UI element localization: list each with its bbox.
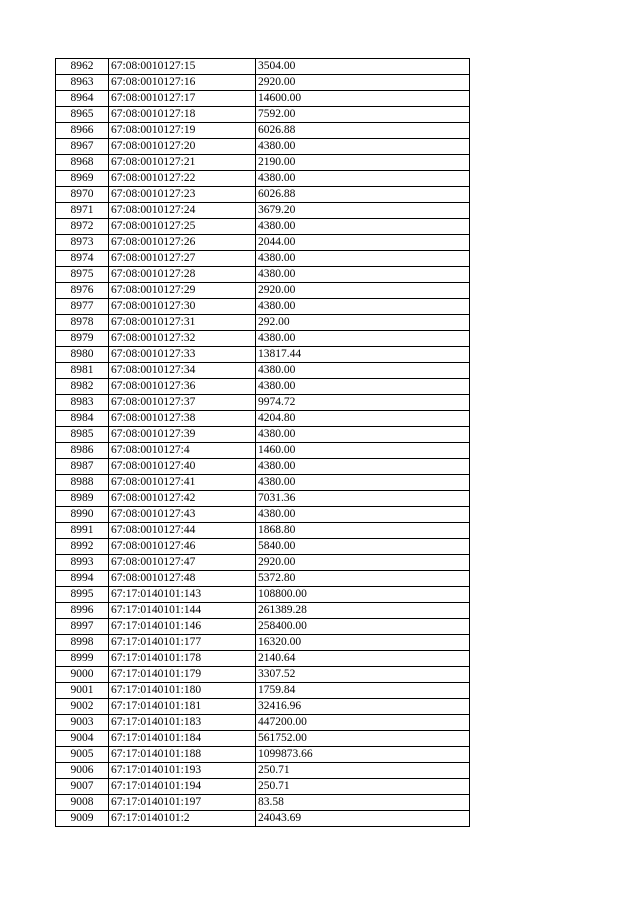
table-row	[56, 747, 470, 763]
value-cell: 4380.00	[256, 251, 470, 267]
cadastral-number-cell: 67:17:0140101:179	[109, 667, 256, 683]
cadastral-number-cell: 67:17:0140101:180	[109, 683, 256, 699]
value-cell: 3307.52	[256, 667, 470, 683]
cadastral-number-cell: 67:17:0140101:197	[109, 795, 256, 811]
cadastral-number-cell: 67:08:0010127:4	[109, 443, 256, 459]
table-row	[56, 491, 470, 507]
table-row	[56, 363, 470, 379]
value-cell: 4380.00	[256, 139, 470, 155]
cadastral-number-cell: 67:08:0010127:44	[109, 523, 256, 539]
cadastral-number-cell: 67:08:0010127:47	[109, 555, 256, 571]
value-cell: 5372.80	[256, 571, 470, 587]
table-row	[56, 59, 470, 75]
table-row	[56, 203, 470, 219]
row-number-cell: 8997	[56, 619, 109, 635]
table-row	[56, 75, 470, 91]
cadastral-number-cell: 67:08:0010127:34	[109, 363, 256, 379]
cadastral-number-cell: 67:08:0010127:33	[109, 347, 256, 363]
value-cell: 4380.00	[256, 171, 470, 187]
cadastral-number-cell: 67:08:0010127:29	[109, 283, 256, 299]
table-row	[56, 459, 470, 475]
value-cell: 250.71	[256, 779, 470, 795]
table-row	[56, 779, 470, 795]
value-cell: 261389.28	[256, 603, 470, 619]
row-number-cell: 8983	[56, 395, 109, 411]
row-number-cell: 8992	[56, 539, 109, 555]
row-number-cell: 8984	[56, 411, 109, 427]
table-row	[56, 155, 470, 171]
cadastral-number-cell: 67:17:0140101:144	[109, 603, 256, 619]
value-cell: 1099873.66	[256, 747, 470, 763]
value-cell: 3679.20	[256, 203, 470, 219]
row-number-cell: 8968	[56, 155, 109, 171]
value-cell: 4380.00	[256, 507, 470, 523]
value-cell: 292.00	[256, 315, 470, 331]
cadastral-number-cell: 67:08:0010127:25	[109, 219, 256, 235]
table-row	[56, 651, 470, 667]
value-cell: 4204.80	[256, 411, 470, 427]
table-row	[56, 635, 470, 651]
value-cell: 1460.00	[256, 443, 470, 459]
value-cell: 5840.00	[256, 539, 470, 555]
cadastral-number-cell: 67:08:0010127:19	[109, 123, 256, 139]
table-row	[56, 731, 470, 747]
row-number-cell: 8980	[56, 347, 109, 363]
cadastral-number-cell: 67:08:0010127:39	[109, 427, 256, 443]
value-cell: 2044.00	[256, 235, 470, 251]
table-row	[56, 587, 470, 603]
row-number-cell: 8972	[56, 219, 109, 235]
cadastral-number-cell: 67:08:0010127:15	[109, 59, 256, 75]
cadastral-number-cell: 67:08:0010127:23	[109, 187, 256, 203]
row-number-cell: 8978	[56, 315, 109, 331]
value-cell: 4380.00	[256, 459, 470, 475]
cadastral-number-cell: 67:17:0140101:183	[109, 715, 256, 731]
row-number-cell: 8964	[56, 91, 109, 107]
table-row	[56, 683, 470, 699]
value-cell: 32416.96	[256, 699, 470, 715]
table-row	[56, 219, 470, 235]
data-table	[55, 58, 470, 827]
row-number-cell: 8999	[56, 651, 109, 667]
cadastral-number-cell: 67:08:0010127:26	[109, 235, 256, 251]
row-number-cell: 8993	[56, 555, 109, 571]
value-cell: 4380.00	[256, 475, 470, 491]
cadastral-number-cell: 67:08:0010127:37	[109, 395, 256, 411]
row-number-cell: 8987	[56, 459, 109, 475]
table-row	[56, 763, 470, 779]
value-cell: 4380.00	[256, 379, 470, 395]
value-cell: 2920.00	[256, 283, 470, 299]
table-row	[56, 619, 470, 635]
table-row	[56, 267, 470, 283]
table-row	[56, 795, 470, 811]
row-number-cell: 8973	[56, 235, 109, 251]
value-cell: 2920.00	[256, 555, 470, 571]
table-row	[56, 555, 470, 571]
row-number-cell: 8971	[56, 203, 109, 219]
table-row	[56, 539, 470, 555]
row-number-cell: 8986	[56, 443, 109, 459]
table-row	[56, 379, 470, 395]
table-row	[56, 299, 470, 315]
row-number-cell: 9003	[56, 715, 109, 731]
cadastral-number-cell: 67:08:0010127:32	[109, 331, 256, 347]
table-row	[56, 235, 470, 251]
row-number-cell: 8989	[56, 491, 109, 507]
row-number-cell: 8979	[56, 331, 109, 347]
row-number-cell: 8990	[56, 507, 109, 523]
row-number-cell: 8970	[56, 187, 109, 203]
row-number-cell: 9007	[56, 779, 109, 795]
table-row	[56, 667, 470, 683]
value-cell: 2920.00	[256, 75, 470, 91]
table-row	[56, 171, 470, 187]
cadastral-number-cell: 67:08:0010127:46	[109, 539, 256, 555]
cadastral-number-cell: 67:08:0010127:22	[109, 171, 256, 187]
cadastral-number-cell: 67:17:0140101:177	[109, 635, 256, 651]
cadastral-number-cell: 67:08:0010127:36	[109, 379, 256, 395]
row-number-cell: 8969	[56, 171, 109, 187]
cadastral-number-cell: 67:08:0010127:48	[109, 571, 256, 587]
value-cell: 447200.00	[256, 715, 470, 731]
table-row	[56, 443, 470, 459]
table-row	[56, 411, 470, 427]
row-number-cell: 8977	[56, 299, 109, 315]
cadastral-number-cell: 67:17:0140101:181	[109, 699, 256, 715]
cadastral-number-cell: 67:08:0010127:40	[109, 459, 256, 475]
table-row	[56, 507, 470, 523]
table-row	[56, 187, 470, 203]
row-number-cell: 8988	[56, 475, 109, 491]
value-cell: 6026.88	[256, 187, 470, 203]
table-row	[56, 395, 470, 411]
cadastral-number-cell: 67:17:0140101:194	[109, 779, 256, 795]
cadastral-number-cell: 67:08:0010127:18	[109, 107, 256, 123]
cadastral-number-cell: 67:08:0010127:27	[109, 251, 256, 267]
table-row	[56, 523, 470, 539]
row-number-cell: 8962	[56, 59, 109, 75]
value-cell: 2190.00	[256, 155, 470, 171]
cadastral-number-cell: 67:08:0010127:30	[109, 299, 256, 315]
row-number-cell: 9001	[56, 683, 109, 699]
cadastral-number-cell: 67:17:0140101:2	[109, 811, 256, 827]
row-number-cell: 8981	[56, 363, 109, 379]
value-cell: 561752.00	[256, 731, 470, 747]
value-cell: 4380.00	[256, 219, 470, 235]
table-row	[56, 571, 470, 587]
cadastral-number-cell: 67:08:0010127:41	[109, 475, 256, 491]
value-cell: 108800.00	[256, 587, 470, 603]
table-row	[56, 283, 470, 299]
row-number-cell: 8998	[56, 635, 109, 651]
table-row	[56, 331, 470, 347]
row-number-cell: 9002	[56, 699, 109, 715]
value-cell: 6026.88	[256, 123, 470, 139]
value-cell: 4380.00	[256, 427, 470, 443]
cadastral-number-cell: 67:08:0010127:21	[109, 155, 256, 171]
value-cell: 7031.36	[256, 491, 470, 507]
table-row	[56, 91, 470, 107]
value-cell: 24043.69	[256, 811, 470, 827]
cadastral-number-cell: 67:08:0010127:28	[109, 267, 256, 283]
table-row	[56, 699, 470, 715]
value-cell: 83.58	[256, 795, 470, 811]
row-number-cell: 8974	[56, 251, 109, 267]
cadastral-number-cell: 67:08:0010127:24	[109, 203, 256, 219]
value-cell: 1759.84	[256, 683, 470, 699]
value-cell: 2140.64	[256, 651, 470, 667]
table-row	[56, 715, 470, 731]
table-row	[56, 475, 470, 491]
row-number-cell: 9008	[56, 795, 109, 811]
cadastral-number-cell: 67:08:0010127:16	[109, 75, 256, 91]
cadastral-number-cell: 67:17:0140101:143	[109, 587, 256, 603]
value-cell: 4380.00	[256, 267, 470, 283]
row-number-cell: 9009	[56, 811, 109, 827]
value-cell: 4380.00	[256, 363, 470, 379]
value-cell: 14600.00	[256, 91, 470, 107]
row-number-cell: 8995	[56, 587, 109, 603]
row-number-cell: 9006	[56, 763, 109, 779]
value-cell: 13817.44	[256, 347, 470, 363]
cadastral-number-cell: 67:08:0010127:17	[109, 91, 256, 107]
row-number-cell: 8985	[56, 427, 109, 443]
table-row	[56, 427, 470, 443]
table-body	[56, 59, 470, 827]
cadastral-number-cell: 67:08:0010127:31	[109, 315, 256, 331]
table-row	[56, 123, 470, 139]
value-cell: 3504.00	[256, 59, 470, 75]
cadastral-number-cell: 67:08:0010127:20	[109, 139, 256, 155]
row-number-cell: 8966	[56, 123, 109, 139]
table-row	[56, 347, 470, 363]
row-number-cell: 8963	[56, 75, 109, 91]
cadastral-number-cell: 67:08:0010127:38	[109, 411, 256, 427]
row-number-cell: 8982	[56, 379, 109, 395]
row-number-cell: 8967	[56, 139, 109, 155]
table-row	[56, 315, 470, 331]
cadastral-number-cell: 67:17:0140101:188	[109, 747, 256, 763]
value-cell: 258400.00	[256, 619, 470, 635]
row-number-cell: 9005	[56, 747, 109, 763]
table-row	[56, 139, 470, 155]
cadastral-number-cell: 67:17:0140101:178	[109, 651, 256, 667]
value-cell: 1868.80	[256, 523, 470, 539]
row-number-cell: 9004	[56, 731, 109, 747]
cadastral-number-cell: 67:17:0140101:193	[109, 763, 256, 779]
table-row	[56, 811, 470, 827]
row-number-cell: 8996	[56, 603, 109, 619]
cadastral-number-cell: 67:17:0140101:184	[109, 731, 256, 747]
value-cell: 9974.72	[256, 395, 470, 411]
cadastral-number-cell: 67:17:0140101:146	[109, 619, 256, 635]
row-number-cell: 8965	[56, 107, 109, 123]
row-number-cell: 8975	[56, 267, 109, 283]
table-row	[56, 107, 470, 123]
value-cell: 4380.00	[256, 299, 470, 315]
cadastral-number-cell: 67:08:0010127:43	[109, 507, 256, 523]
row-number-cell: 8991	[56, 523, 109, 539]
value-cell: 16320.00	[256, 635, 470, 651]
row-number-cell: 8976	[56, 283, 109, 299]
table-row	[56, 251, 470, 267]
table-row	[56, 603, 470, 619]
value-cell: 4380.00	[256, 331, 470, 347]
row-number-cell: 9000	[56, 667, 109, 683]
row-number-cell: 8994	[56, 571, 109, 587]
cadastral-number-cell: 67:08:0010127:42	[109, 491, 256, 507]
value-cell: 250.71	[256, 763, 470, 779]
value-cell: 7592.00	[256, 107, 470, 123]
